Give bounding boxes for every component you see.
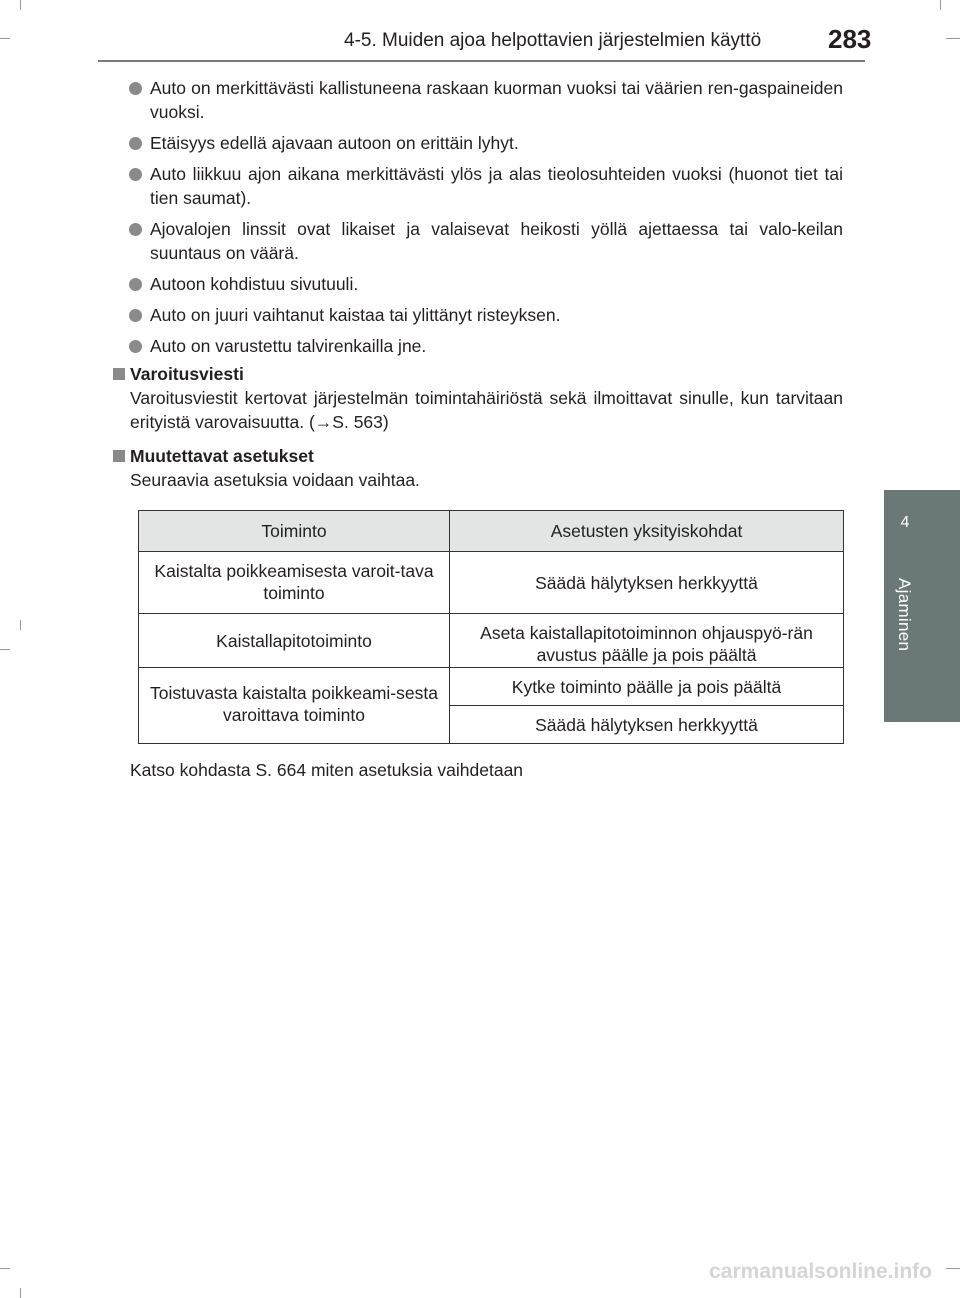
bullet-icon: [129, 168, 142, 181]
list-item: [129, 334, 843, 358]
list-item-text: Autoon kohdistuu sivutuuli.: [150, 274, 359, 294]
list-item: [129, 272, 843, 296]
table-header-row: [139, 511, 844, 552]
crop-mark: [0, 649, 10, 650]
crop-mark: [20, 0, 21, 10]
table-header-details: Asetusten yksityiskohdat: [450, 511, 844, 552]
bullet-icon: [129, 340, 142, 353]
crop-mark: [940, 0, 941, 10]
bullet-icon: [129, 82, 142, 95]
table-cell-details: Aseta kaistallapitotoiminnon ohjauspyö-rän avustus päälle ja pois päältä: [450, 614, 844, 668]
warning-heading: Varoitusviesti: [130, 364, 244, 384]
settings-intro: Seuraavia asetuksia voidaan vaihtaa.: [130, 470, 420, 490]
section-heading: [111, 362, 843, 386]
list-item-text: Auto on merkittävästi kallistuneena raskaan kuorman vuoksi tai väärien ren-gaspaineiden vuoksi.: [150, 78, 843, 122]
bullet-icon: [129, 278, 142, 291]
condition-list: [129, 76, 843, 365]
watermark: carmanualsonline.info: [709, 1260, 932, 1283]
chapter-number: 4: [900, 514, 910, 531]
list-item: [129, 303, 843, 327]
table-header-function: Toiminto: [139, 511, 450, 552]
page-header-title: 4-5. Muiden ajoa helpottavien järjestelmien käyttö: [344, 30, 762, 51]
settings-section: [111, 444, 843, 492]
list-item-text: Ajovalojen linssit ovat likaiset ja valaisevat heikosti yöllä ajettaessa tai valo-keilan suuntaus on väärä.: [150, 219, 843, 263]
table-cell-function: Kaistallapitotoiminto: [139, 614, 450, 668]
crop-mark: [946, 1268, 960, 1269]
table-cell-function: Toistuvasta kaistalta poikkeami-sesta varoittava toiminto: [139, 668, 450, 744]
list-item: [129, 162, 843, 210]
list-item: [129, 131, 843, 155]
bullet-icon: [129, 223, 142, 236]
list-item-text: Auto on varustettu talvirenkailla jne.: [150, 336, 427, 356]
list-item: [129, 217, 843, 265]
table-cell-details: Kytke toiminto päälle ja pois päältä: [450, 668, 844, 706]
table-cell-function: Kaistalta poikkeamisesta varoit-tava toiminto: [139, 552, 450, 614]
table-cell-details: Säädä hälytyksen herkkyyttä: [450, 706, 844, 744]
square-bullet-icon: [113, 368, 125, 380]
warning-section: [111, 362, 843, 434]
table-row: [139, 614, 844, 668]
list-item-text: Auto liikkuu ajon aikana merkittävästi ylös ja alas tieolosuhteiden vuoksi (huonot tiet tai tien saumat).: [150, 164, 843, 208]
table-cell-details: Säädä hälytyksen herkkyyttä: [450, 552, 844, 614]
bullet-icon: [129, 137, 142, 150]
list-item-text: Auto on juuri vaihtanut kaistaa tai ylittänyt risteyksen.: [150, 305, 561, 325]
crop-mark: [20, 1288, 21, 1298]
settings-footnote: Katso kohdasta S. 664 miten asetuksia vaihdetaan: [130, 760, 524, 780]
table-row: [139, 668, 844, 706]
settings-table: [138, 510, 844, 744]
list-item-text: Etäisyys edellä ajavaan autoon on erittäin lyhyt.: [150, 133, 519, 153]
list-item: [129, 76, 843, 124]
table-row: [139, 552, 844, 614]
chapter-label: Ajaminen: [895, 578, 914, 652]
side-tab-divider: [884, 486, 960, 488]
page-number: 283: [828, 24, 872, 54]
settings-heading: Muutettavat asetukset: [130, 446, 314, 466]
bullet-icon: [129, 309, 142, 322]
header-rule: [98, 60, 865, 62]
crop-mark: [20, 620, 21, 630]
section-heading: [111, 444, 843, 468]
crop-mark: [0, 1268, 10, 1269]
crop-mark: [946, 38, 960, 39]
warning-text: Varoitusviestit kertovat järjestelmän toimintahäiriöstä sekä ilmoittavat sinulle, kun tarvitaan erityistä varovaisuutta. (→S. 563): [130, 388, 843, 432]
crop-mark: [0, 38, 10, 39]
square-bullet-icon: [113, 450, 125, 462]
